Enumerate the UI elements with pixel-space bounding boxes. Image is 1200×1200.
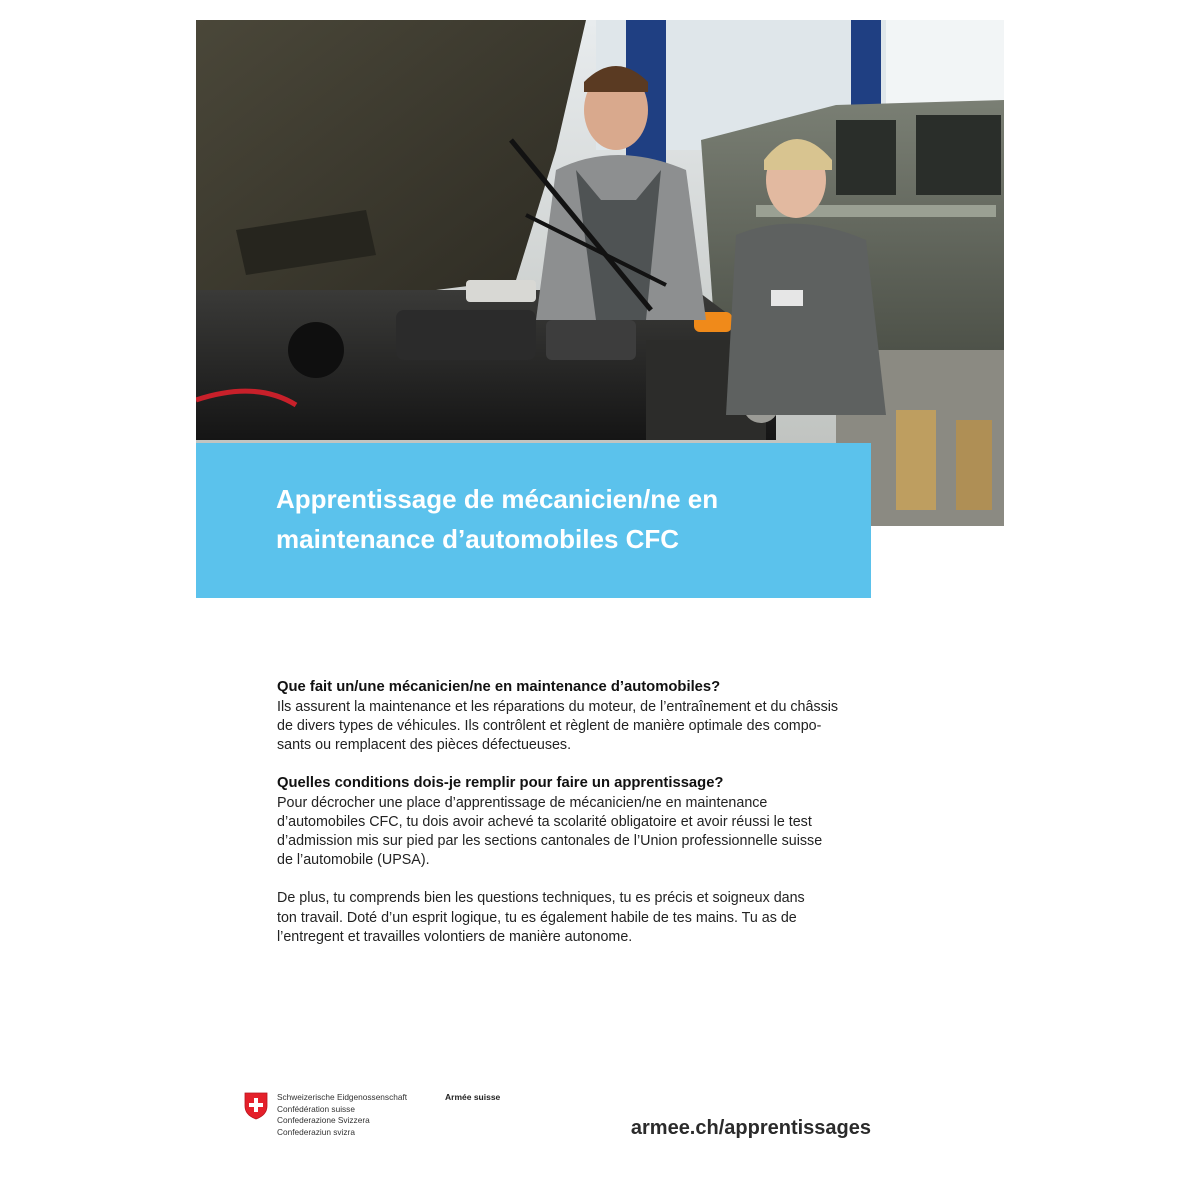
page-title	[276, 479, 836, 559]
paragraph-line: d’admission mis sur pied par les sections cantonales de l’Union professionnelle suisse	[277, 833, 823, 850]
website-link[interactable]: armee.ch/apprentissages	[630, 1117, 871, 1139]
paragraph-line: De plus, tu comprends bien les questions techniques, tu es précis et soigneux dans	[277, 890, 805, 907]
section-paragraph	[277, 698, 877, 756]
paragraph-line: d’automobiles CFC, tu dois avoir achevé ta scolarité obligatoire et avoir réussi le test	[277, 813, 812, 830]
paragraph-line: de divers types de véhicules. Ils contrôlent et règlent de manière optimale des compo-	[277, 717, 822, 734]
section-heading: Que fait un/une mécanicien/ne en maintenance d’automobiles?	[277, 679, 721, 695]
department-label: Armée suisse	[445, 1092, 501, 1102]
title-banner	[196, 443, 871, 598]
section-paragraph	[277, 794, 877, 871]
confederation-name-fr: Confédération suisse	[277, 1103, 355, 1114]
title-line-1: Apprentissage de mécanicien/ne en	[276, 484, 719, 514]
paragraph-line: Ils assurent la maintenance et les réparations du moteur, de l’entraînement et du châssis	[277, 698, 839, 715]
paragraph-line: sants ou remplacent des pièces défectueuses.	[277, 736, 572, 753]
paragraph-line: l’entregent et travailles volontiers de manière autonome.	[277, 928, 633, 945]
confederation-name-de: Schweizerische Eidgenossenschaft	[277, 1092, 408, 1102]
section-requirements	[277, 774, 877, 870]
swiss-shield-icon	[244, 1092, 268, 1120]
confederation-names	[277, 1092, 407, 1138]
title-line-2: maintenance d’automobiles CFC	[276, 524, 680, 554]
section-qualities	[277, 889, 877, 947]
paragraph-line: ton travail. Doté d’un esprit logique, tu es également habile de tes mains. Tu as de	[277, 909, 797, 926]
confederation-name-rm: Confederaziun svizra	[277, 1126, 355, 1137]
paragraph-line: de l’automobile (UPSA).	[277, 852, 430, 869]
paragraph-line: Pour décrocher une place d’apprentissage de mécanicien/ne en maintenance	[277, 794, 768, 811]
body-content	[277, 678, 877, 966]
section-what-it-is	[277, 678, 877, 755]
section-paragraph	[277, 889, 877, 947]
section-heading: Quelles conditions dois-je remplir pour faire un apprentissage?	[277, 775, 724, 792]
confederation-name-it: Confederazione Svizzera	[277, 1115, 370, 1125]
